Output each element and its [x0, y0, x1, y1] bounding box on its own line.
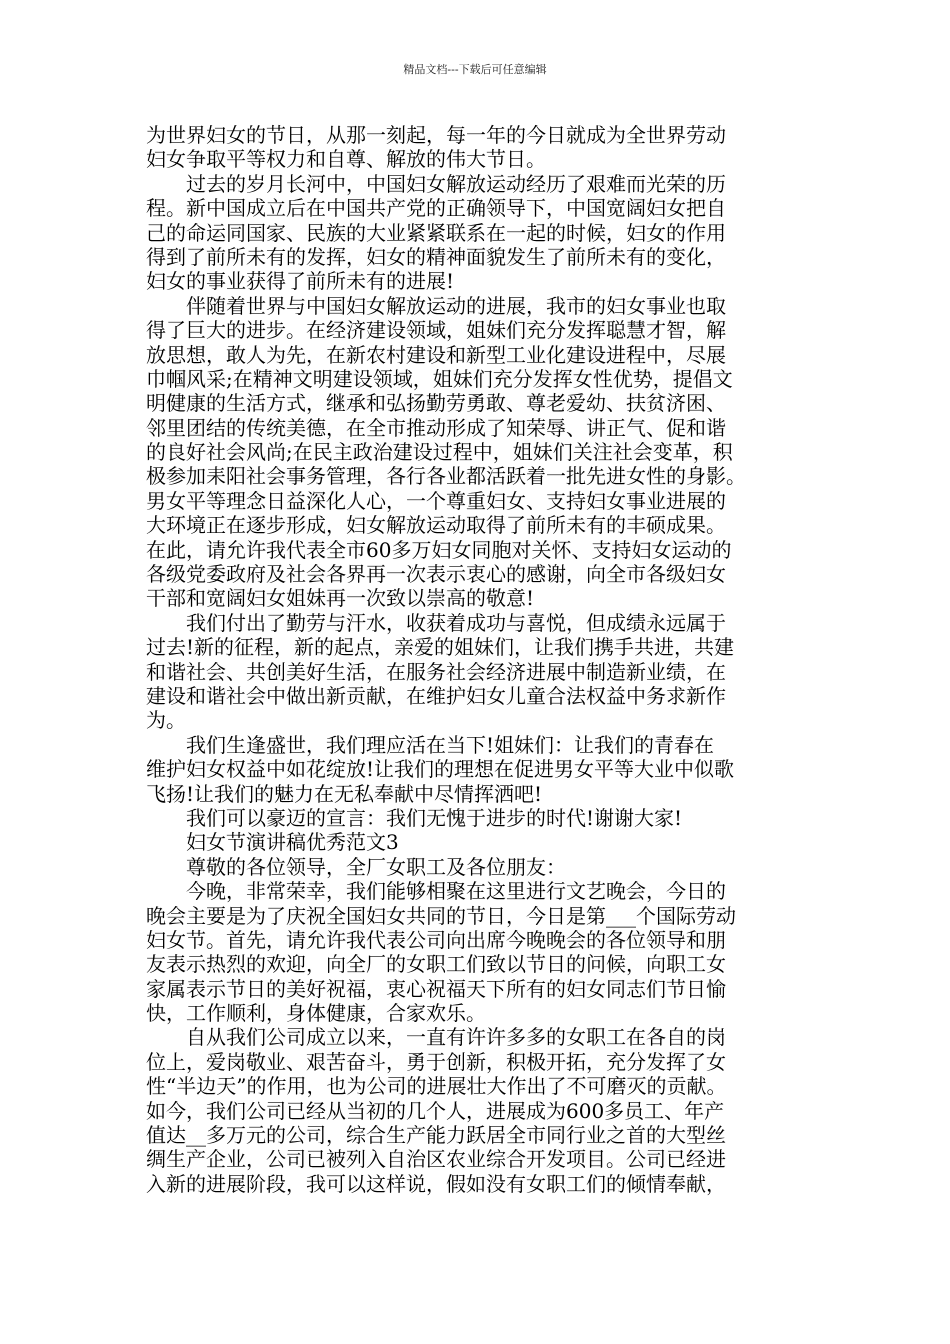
text-line: 我们可以豪迈的宣言：我们无愧于进步的时代!谢谢大家!	[186, 805, 683, 830]
text-line: 过去的岁月长河中，中国妇女解放运动经历了艰难而光荣的历	[186, 171, 726, 196]
text-line: 得到了前所未有的发挥，妇女的精神面貌发生了前所未有的变化，	[146, 244, 726, 269]
text-line: 巾帼风采;在精神文明建设领域，姐妹们充分发挥女性优势，提倡文	[146, 366, 733, 391]
text-line: 飞扬!让我们的魅力在无私奉献中尽情挥洒吧!	[146, 781, 543, 806]
text-line: 己的命运同国家、民族的大业紧紧联系在一起的时候，妇女的作用	[146, 220, 726, 245]
text-line: 妇女争取平等权力和自尊、解放的伟大节日。	[146, 147, 546, 172]
text-line: 晚会主要是为了庆祝全国妇女共同的节日，今日是第___个国际劳动	[146, 903, 736, 928]
text-line: 绸生产企业，公司已被列入自治区农业综合开发项目。公司已经进	[146, 1147, 726, 1172]
text-line: 位上，爱岗敬业、艰苦奋斗，勇于创新，积极开拓，充分发挥了女	[146, 1049, 726, 1074]
text-line: 为。	[146, 708, 186, 733]
text-line: 家属表示节日的美好祝福，衷心祝福天下所有的妇女同志们节日愉	[146, 976, 726, 1001]
text-line: 放思想，敢人为先，在新农村建设和新型工业化建设进程中，尽展	[146, 342, 726, 367]
text-line: 妇女的事业获得了前所未有的进展!	[146, 269, 455, 294]
text-line: 伴随着世界与中国妇女解放运动的进展，我市的妇女事业也取	[186, 293, 726, 318]
text-line: 得了巨大的进步。在经济建设领域，姐妹们充分发挥聪慧才智，解	[146, 318, 726, 343]
text-line: 如今，我们公司已经从当初的几个人，进展成为600多员工、年产	[146, 1098, 725, 1123]
text-line: 在此，请允许我代表全市60多万妇女同胞对关怀、支持妇女运动的	[146, 537, 732, 562]
text-line: 各级党委政府及社会各界再一次表示衷心的感谢，向全市各级妇女	[146, 562, 726, 587]
text-line: 程。新中国成立后在中国共产党的正确领导下，中国宽阔妇女把自	[146, 196, 726, 221]
text-line: 我们付出了勤劳与汗水，收获着成功与喜悦，但成绩永远属于	[186, 610, 726, 635]
text-line: 维护妇女权益中如花绽放!让我们的理想在促进男女平等大业中似歌	[146, 757, 735, 782]
text-line: 快，工作顺利，身体健康，合家欢乐。	[146, 1001, 486, 1026]
text-line: 性“半边天”的作用，也为公司的进展壮大作出了不可磨灭的贡献。	[146, 1074, 727, 1099]
text-line: 干部和宽阔妇女姐妹再一次致以崇高的敬意!	[146, 586, 535, 611]
text-line: 建设和谐社会中做出新贡献，在维护妇女儿童合法权益中务求新作	[146, 683, 726, 708]
text-line: 大环境正在逐步形成，妇女解放运动取得了前所未有的丰硕成果。	[146, 513, 726, 538]
text-line: 和谐社会、共创美好生活，在服务社会经济进展中制造新业绩，在	[146, 659, 726, 684]
text-line: 极参加耒阳社会事务管理，各行各业都活跃着一批先进女性的身影。	[146, 464, 746, 489]
text-line: 妇女节演讲稿优秀范文3	[186, 830, 399, 855]
text-line: 友表示热烈的欢迎，向全厂的女职工们致以节日的问候，向职工女	[146, 952, 726, 977]
text-line: 邻里团结的传统美德，在全市推动形成了知荣辱、讲正气、促和谐	[146, 415, 726, 440]
text-line: 男女平等理念日益深化人心，一个尊重妇女、支持妇女事业进展的	[146, 488, 726, 513]
page-header: 精品文档---下载后可任意编辑	[403, 63, 547, 76]
document-body	[146, 123, 826, 1196]
text-line: 尊敬的各位领导，全厂女职工及各位朋友：	[186, 854, 566, 879]
text-line: 为世界妇女的节日，从那一刻起，每一年的今日就成为全世界劳动	[146, 123, 726, 147]
text-line: 我们生逢盛世，我们理应活在当下!姐妹们：让我们的青春在	[186, 732, 715, 757]
text-line: 今晚，非常荣幸，我们能够相聚在这里进行文艺晚会，今日的	[186, 879, 726, 904]
text-line: 明健康的生活方式，继承和弘扬勤劳勇敢、尊老爱幼、扶贫济困、	[146, 391, 726, 416]
text-line: 入新的进展阶段，我可以这样说，假如没有女职工们的倾情奉献，	[146, 1171, 726, 1196]
text-line: 妇女节。首先，请允许我代表公司向出席今晚晚会的各位领导和朋	[146, 927, 726, 952]
text-line: 自从我们公司成立以来，一直有许许多多的女职工在各自的岗	[186, 1025, 726, 1050]
text-line: 过去!新的征程，新的起点，亲爱的姐妹们，让我们携手共进，共建	[146, 635, 735, 660]
text-line: 的良好社会风尚;在民主政治建设过程中，姐妹们关注社会变革，积	[146, 440, 733, 465]
text-line: 值达__多万元的公司，综合生产能力跃居全市同行业之首的大型丝	[146, 1123, 726, 1148]
